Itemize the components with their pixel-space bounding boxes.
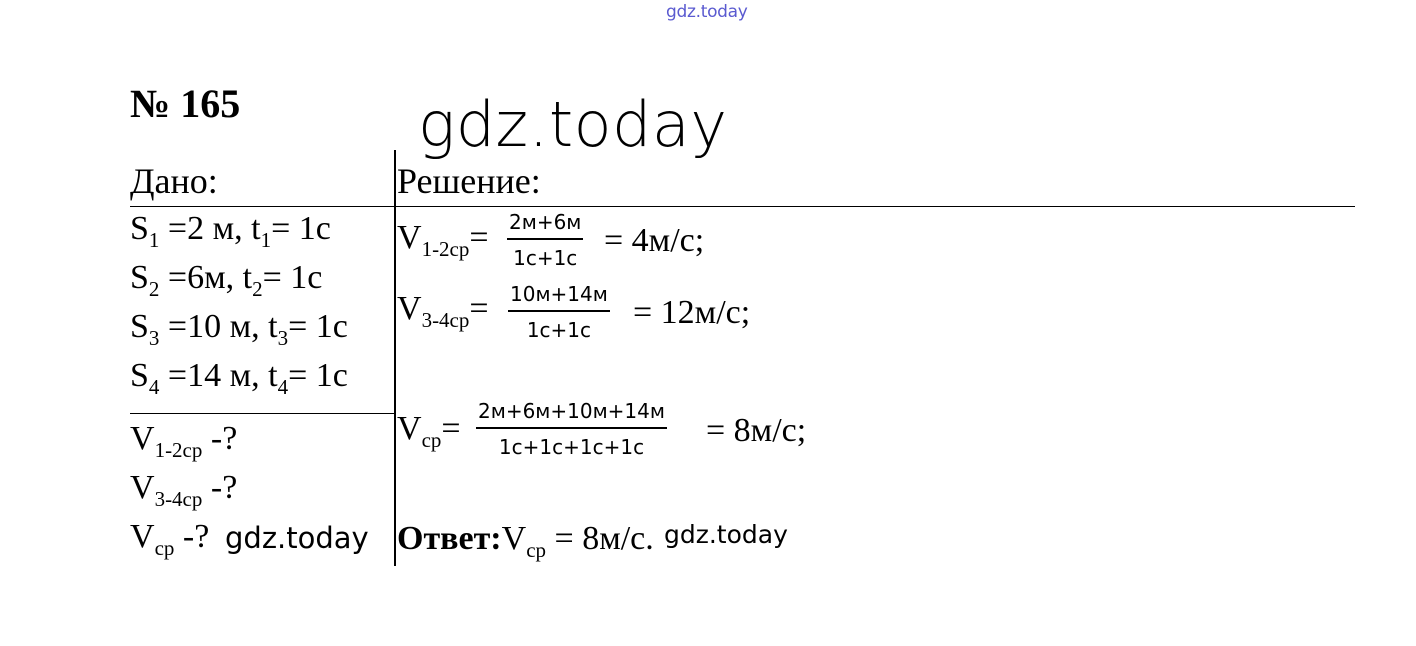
eq1-result: = 4м/с; bbox=[604, 222, 705, 259]
watermark-top: gdz.today bbox=[666, 2, 748, 22]
eq2-lhs: $V_{3-4ср}=$ bbox=[397, 290, 489, 332]
solution-header: Решение: bbox=[397, 161, 541, 201]
unknown-v12: $V_{1-2ср}$ -? bbox=[130, 420, 238, 462]
eq1-fraction bbox=[507, 210, 583, 270]
watermark-given: gdz.today bbox=[225, 521, 369, 555]
eq1-denominator: 1с+1с bbox=[513, 246, 578, 270]
watermark-large: gdz.today bbox=[418, 88, 728, 161]
given-header: Дано: bbox=[130, 161, 218, 201]
given-row-1: $S_1 =2$ м, $t_1= 1с$ bbox=[130, 210, 331, 252]
eq2-numerator: 10м+14м bbox=[510, 282, 608, 306]
eq3-result: = 8м/с; bbox=[706, 412, 807, 449]
given-divider bbox=[130, 413, 395, 414]
eq2-fraction bbox=[508, 282, 610, 342]
column-divider bbox=[394, 150, 396, 566]
problem-number: № 165 bbox=[130, 81, 241, 126]
eq2-denominator: 1с+1с bbox=[526, 318, 592, 342]
eq2-result: = 12м/с; bbox=[633, 294, 751, 331]
eq3-lhs: $V_{ср}=$ bbox=[397, 410, 461, 452]
eq3-numerator: 2м+6м+10м+14м bbox=[478, 399, 665, 423]
eq1-numerator: 2м+6м bbox=[509, 210, 582, 234]
given-row-2: $S_2 =6м$, $t_2= 1с$ bbox=[130, 259, 323, 301]
unknown-v34: $V_{3-4ср}$ -? bbox=[130, 469, 238, 511]
eq3-fraction bbox=[476, 399, 667, 459]
header-underline bbox=[130, 206, 1355, 207]
given-row-4: $S_4 =14$ м, $t_4= 1с$ bbox=[130, 357, 348, 399]
answer: $Ответ:V_{ср} = 8м/с$. bbox=[397, 520, 654, 562]
watermark-answer: gdz.today bbox=[664, 520, 788, 549]
eq3-denominator: 1с+1с+1с+1с bbox=[498, 435, 645, 459]
eq1-lhs: $V_{1-2ср}=$ bbox=[397, 219, 489, 261]
given-row-3: $S_3 =10$ м, $t_3= 1с$ bbox=[130, 308, 348, 350]
unknown-vavg: $V_{ср}$ -? bbox=[130, 518, 210, 560]
